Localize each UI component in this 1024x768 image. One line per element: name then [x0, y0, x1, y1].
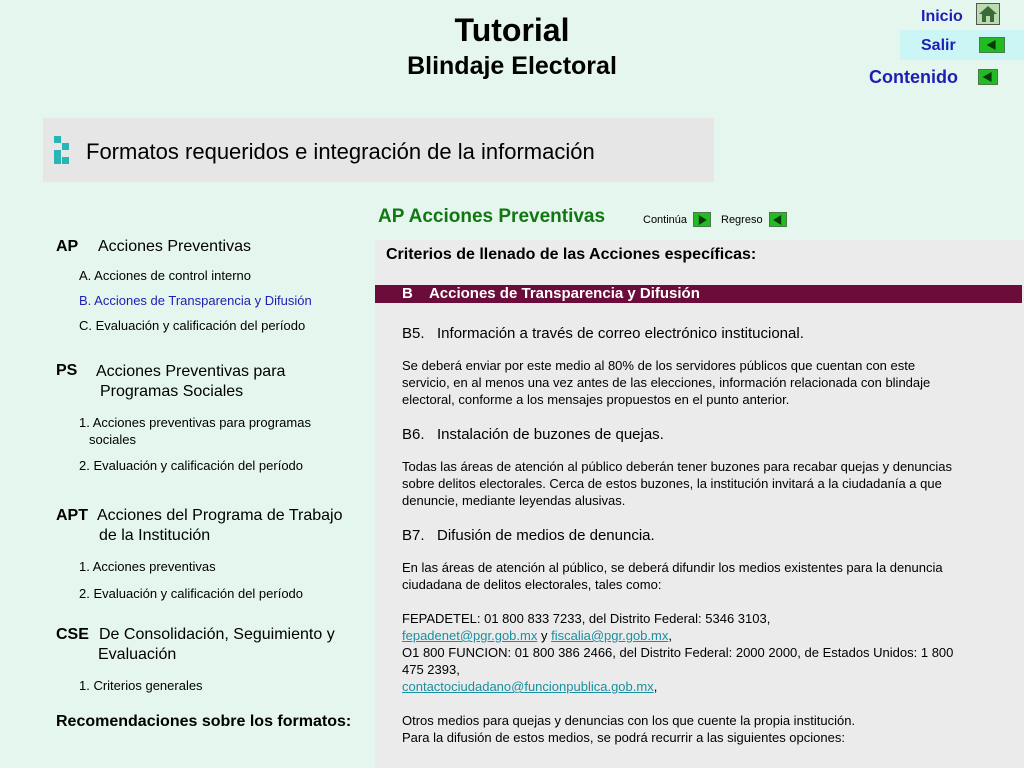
page-title: Tutorial: [454, 12, 570, 48]
b7-line-1: En las áreas de atención al público, se deberá difundir los medios existentes para la denuncia: [402, 560, 943, 575]
arrow-left-icon[interactable]: [769, 212, 787, 227]
nav-inicio-link[interactable]: Inicio: [921, 8, 963, 25]
group-title-apt[interactable]: Acciones del Programa de Trabajo: [97, 507, 343, 524]
otros-line-1: Otros medios para quejas y denuncias con los que cuente la propia institución.: [402, 713, 856, 728]
group-title-cse[interactable]: De Consolidación, Seguimiento y: [99, 626, 335, 643]
b7-title: B7. Difusión de medios de denuncia.: [402, 527, 655, 544]
group-code-cse: CSE: [56, 626, 89, 643]
sidebar-item-apt-2[interactable]: 2. Evaluación y calificación del período: [79, 586, 304, 601]
email-link-fepadenet[interactable]: fepadenet@pgr.gob.mx: [402, 628, 538, 643]
b6-title: B6. Instalación de buzones de quejas.: [402, 426, 664, 443]
b5-title: B5. Información a través de correo electrónico institucional.: [402, 325, 804, 342]
ap-heading: AP Acciones Preventivas: [378, 206, 606, 227]
group-title-ps-line2[interactable]: Programas Sociales: [100, 383, 244, 400]
sidebar-item-ap-b[interactable]: B. Acciones de Transparencia y Difusión: [79, 293, 312, 308]
bullet-squares-icon: [54, 136, 72, 164]
group-title-ps[interactable]: Acciones Preventivas para: [96, 363, 286, 380]
b6-line-3: denuncie, mediante leyendas alusivas.: [402, 493, 626, 508]
arrow-left-icon[interactable]: [979, 37, 1005, 53]
section-b-title: B Acciones de Transparencia y Difusión: [402, 285, 700, 302]
sidebar-item-ps-1-line2[interactable]: sociales: [89, 432, 136, 447]
otros-line-2: Para la difusión de estos medios, se podrá recurrir a las siguientes opciones:: [402, 730, 845, 745]
email-line-1: fepadenet@pgr.gob.mx y fiscalia@pgr.gob.mx,: [402, 628, 672, 643]
arrow-right-icon[interactable]: [693, 212, 711, 227]
regreso-label[interactable]: Regreso: [721, 214, 763, 226]
page-subtitle: Blindaje Electoral: [407, 52, 617, 80]
nav-salir-highlight: [900, 30, 1024, 60]
sidebar-item-ap-a[interactable]: A. Acciones de control interno: [79, 268, 251, 283]
nav-salir-link[interactable]: Salir: [921, 37, 956, 54]
nav-contenido-link[interactable]: Contenido: [869, 67, 958, 87]
b5-line-2: servicio, en al menos una vez antes de las elecciones, información relacionada con blindaje: [402, 375, 931, 390]
sidebar-item-ap-c[interactable]: C. Evaluación y calificación del período: [79, 318, 306, 333]
b5-line-1: Se deberá enviar por este medio al 80% de los servidores públicos que cuentan con este: [402, 358, 916, 373]
email-line-2: contactociudadano@funcionpublica.gob.mx,: [402, 679, 658, 694]
group-title-ap[interactable]: Acciones Preventivas: [98, 238, 251, 255]
b5-line-3: electoral, conforme a los mensajes propuestos en el punto anterior.: [402, 392, 790, 407]
b7-line-2: ciudadana de delitos electorales, tales como:: [402, 577, 662, 592]
fepadetel-line: FEPADETEL: 01 800 833 7233, del Distrito Federal: 5346 3103,: [402, 611, 771, 626]
panel-heading: Criterios de llenado de las Acciones específicas:: [386, 246, 757, 263]
funcion-line-2: 475 2393,: [402, 662, 460, 677]
sidebar-item-ps-1[interactable]: 1. Acciones preventivas para programas: [79, 415, 311, 430]
continua-label[interactable]: Continúa: [643, 214, 688, 226]
group-code-apt: APT: [56, 507, 88, 524]
funcion-line-1: O1 800 FUNCION: 01 800 386 2466, del Distrito Federal: 2000 2000, de Estados Unidos: 1 800: [402, 645, 954, 660]
group-code-ps: PS: [56, 362, 78, 379]
recomendaciones-link[interactable]: Recomendaciones sobre los formatos:: [56, 713, 352, 730]
group-code-ap: AP: [56, 238, 79, 255]
sidebar-item-apt-1[interactable]: 1. Acciones preventivas: [79, 559, 216, 574]
b6-line-2: sobre delitos electorales. Cerca de estos buzones, la institución invitará a la ciudadanía a que: [402, 476, 942, 491]
b6-line-1: Todas las áreas de atención al público deberán tener buzones para recabar quejas y denuncias: [402, 459, 952, 474]
home-icon[interactable]: [976, 3, 1000, 25]
section-title: Formatos requeridos e integración de la información: [86, 139, 595, 164]
sidebar-item-cse-1[interactable]: 1. Criterios generales: [79, 678, 203, 693]
email-link-fiscalia[interactable]: fiscalia@pgr.gob.mx: [551, 628, 669, 643]
group-title-apt-line2[interactable]: de la Institución: [99, 527, 211, 544]
group-title-cse-line2[interactable]: Evaluación: [98, 646, 177, 663]
sidebar-item-ps-2[interactable]: 2. Evaluación y calificación del período: [79, 458, 304, 473]
email-link-contacto[interactable]: contactociudadano@funcionpublica.gob.mx: [402, 679, 654, 694]
arrow-left-icon[interactable]: [978, 69, 998, 85]
